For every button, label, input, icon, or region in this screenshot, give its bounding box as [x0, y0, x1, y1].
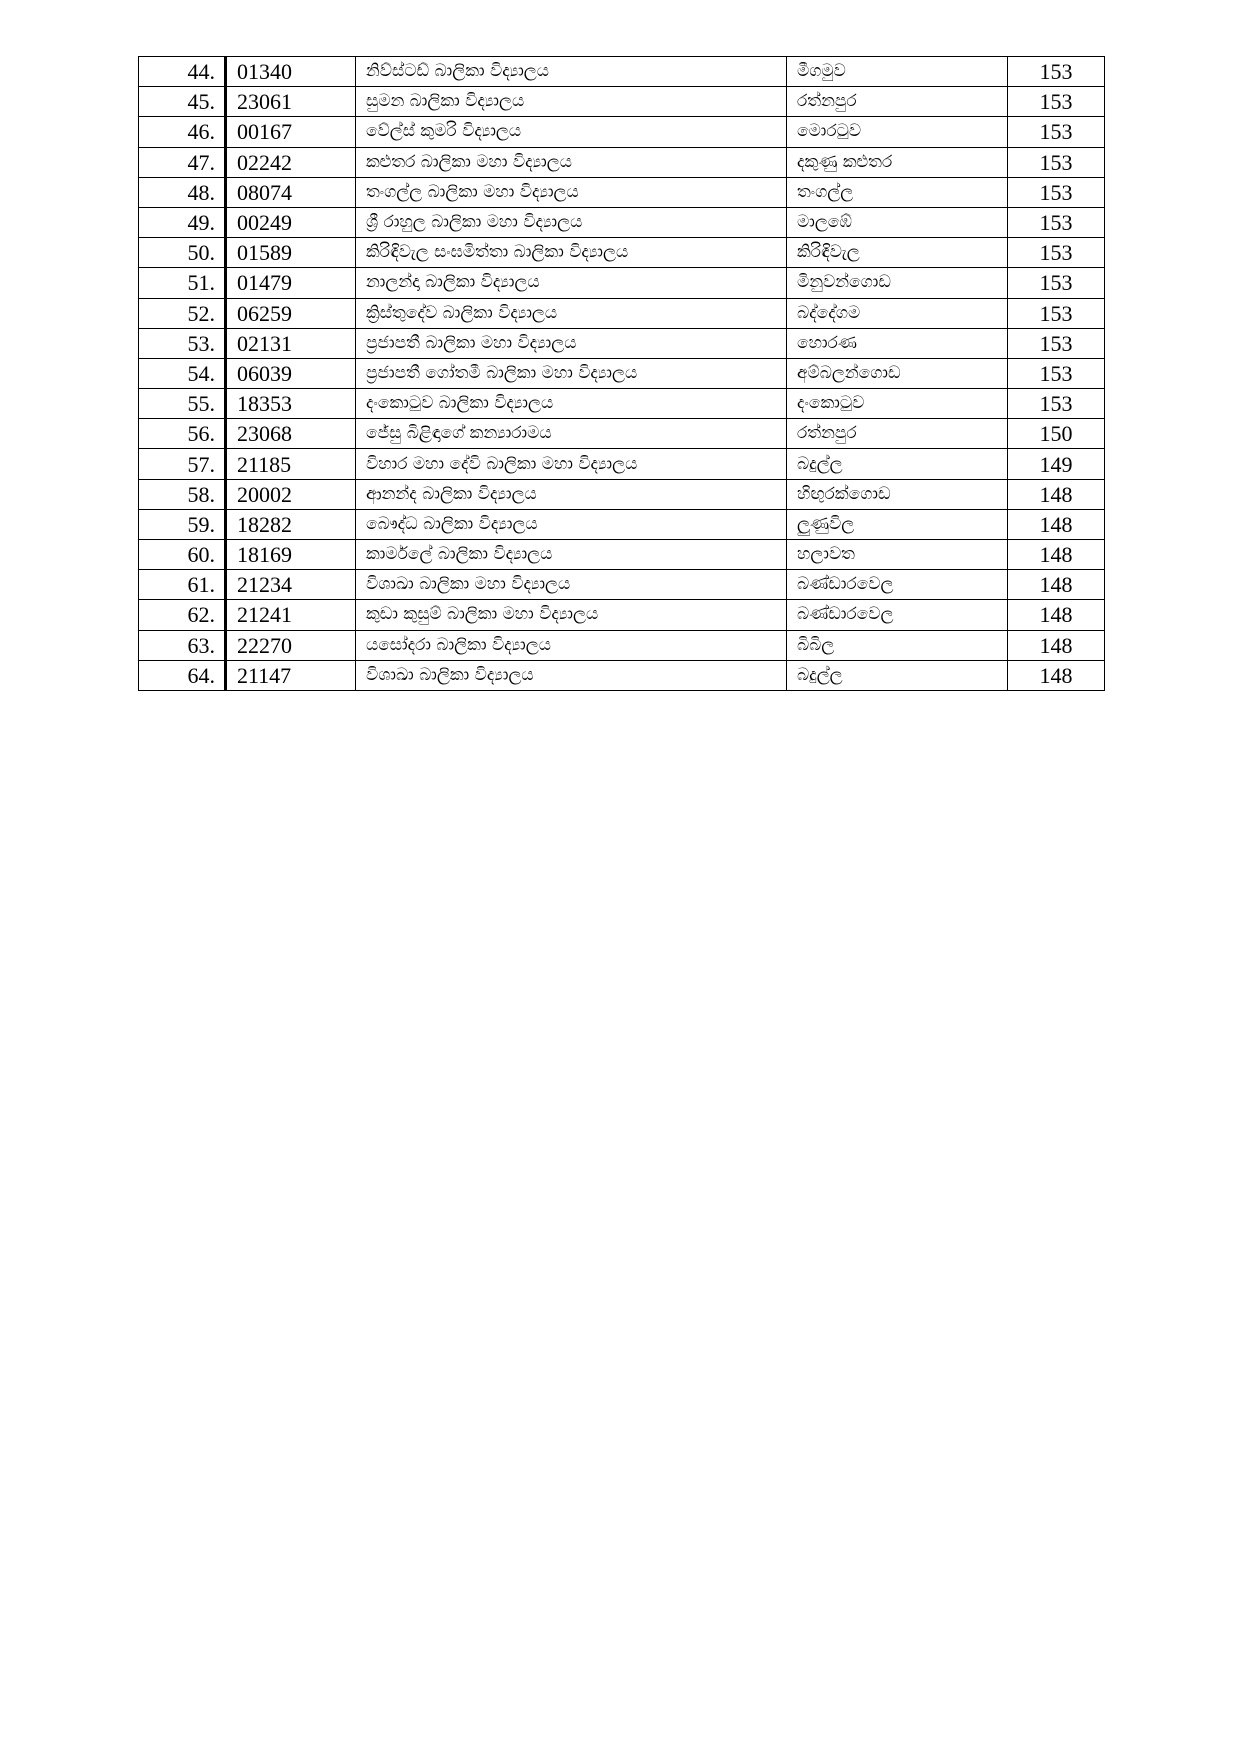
school-name: ප්‍රජාපතී ගෝතමී බාලිකා මහා විද්‍යාලය [356, 358, 787, 388]
table-row [139, 328, 1105, 358]
school-town: කිරිඳිවැල [787, 238, 1008, 268]
row-number: 49. [139, 207, 226, 237]
school-town: බදුල්ල [787, 449, 1008, 479]
row-number: 63. [139, 630, 226, 660]
table-row [139, 268, 1105, 298]
school-code: 21147 [226, 660, 356, 690]
row-number: 60. [139, 540, 226, 570]
row-number: 54. [139, 358, 226, 388]
school-name: ක්‍රිස්තුදේව බාලිකා විද්‍යාලය [356, 298, 787, 328]
school-code: 20002 [226, 479, 356, 509]
row-number: 52. [139, 298, 226, 328]
school-code: 00167 [226, 117, 356, 147]
cutoff-marks: 148 [1008, 660, 1105, 690]
table-row [139, 630, 1105, 660]
school-code: 23068 [226, 419, 356, 449]
school-town: හිඟුරක්ගොඩ [787, 479, 1008, 509]
row-number: 47. [139, 147, 226, 177]
table-row [139, 419, 1105, 449]
school-code: 02131 [226, 328, 356, 358]
table-row [139, 57, 1105, 87]
school-name: ආනන්ද බාලිකා විද්‍යාලය [356, 479, 787, 509]
school-code: 08074 [226, 177, 356, 207]
cutoff-marks: 153 [1008, 57, 1105, 87]
school-town: රත්නපුර [787, 419, 1008, 449]
school-town: බද්දේගම [787, 298, 1008, 328]
cutoff-marks: 153 [1008, 298, 1105, 328]
table-row [139, 389, 1105, 419]
school-code: 06039 [226, 358, 356, 388]
table-row [139, 479, 1105, 509]
school-town: මිනුවන්ගොඩ [787, 268, 1008, 298]
cutoff-marks: 153 [1008, 328, 1105, 358]
school-code: 06259 [226, 298, 356, 328]
school-code: 21185 [226, 449, 356, 479]
table-row [139, 540, 1105, 570]
table-row [139, 298, 1105, 328]
school-name: ජේසු බිළිඳාගේ කන්‍යාරාමය [356, 419, 787, 449]
row-number: 62. [139, 600, 226, 630]
school-name: දංකොටුව බාලිකා විද්‍යාලය [356, 389, 787, 419]
row-number: 59. [139, 509, 226, 539]
school-code: 00249 [226, 207, 356, 237]
cutoff-marks: 153 [1008, 147, 1105, 177]
cutoff-marks: 148 [1008, 630, 1105, 660]
school-town: හලාවත [787, 540, 1008, 570]
school-town: දකුණු කළුතර [787, 147, 1008, 177]
cutoff-marks: 153 [1008, 117, 1105, 147]
school-name: ප්‍රජාපතී බාලිකා මහා විද්‍යාලය [356, 328, 787, 358]
school-name: කාර්මලේ බාලිකා විද්‍යාලය [356, 540, 787, 570]
row-number: 55. [139, 389, 226, 419]
school-code: 21241 [226, 600, 356, 630]
row-number: 46. [139, 117, 226, 147]
row-number: 44. [139, 57, 226, 87]
school-name: කුඩා කුසුම් බාලිකා මහා විද්‍යාලය [356, 600, 787, 630]
cutoff-marks: 148 [1008, 479, 1105, 509]
cutoff-marks: 148 [1008, 600, 1105, 630]
school-code: 02242 [226, 147, 356, 177]
school-town: බදුල්ල [787, 660, 1008, 690]
school-name: විශාඛා බාලිකා විද්‍යාලය [356, 660, 787, 690]
school-name: නාලන්දා බාලිකා විද්‍යාලය [356, 268, 787, 298]
row-number: 51. [139, 268, 226, 298]
school-code: 18353 [226, 389, 356, 419]
school-name: යසෝදරා බාලිකා විද්‍යාලය [356, 630, 787, 660]
cutoff-marks: 153 [1008, 358, 1105, 388]
table-row [139, 600, 1105, 630]
school-code: 18282 [226, 509, 356, 539]
cutoff-marks: 153 [1008, 268, 1105, 298]
row-number: 56. [139, 419, 226, 449]
school-name: වේල්ස් කුමරි විද්‍යාලය [356, 117, 787, 147]
school-town: රත්නපුර [787, 87, 1008, 117]
school-name: විශාඛා බාලිකා මහා විද්‍යාලය [356, 570, 787, 600]
school-name: නිව්ස්ටඩ් බාලිකා විද්‍යාලය [356, 57, 787, 87]
school-code: 18169 [226, 540, 356, 570]
table-row [139, 87, 1105, 117]
school-town: මාලඹේ [787, 207, 1008, 237]
row-number: 50. [139, 238, 226, 268]
school-town: බිබිල [787, 630, 1008, 660]
school-town: අම්බලන්ගොඩ [787, 358, 1008, 388]
school-name: කිරිඳිවැල සංඝමිත්තා බාලිකා විද්‍යාලය [356, 238, 787, 268]
school-code: 22270 [226, 630, 356, 660]
cutoff-marks: 148 [1008, 570, 1105, 600]
table-row [139, 358, 1105, 388]
school-name: සුමන බාලිකා විද්‍යාලය [356, 87, 787, 117]
cutoff-marks: 148 [1008, 540, 1105, 570]
table-row [139, 147, 1105, 177]
table-row [139, 660, 1105, 690]
cutoff-marks: 153 [1008, 177, 1105, 207]
table-row [139, 177, 1105, 207]
table-body [139, 57, 1105, 691]
school-town: බණ්ඩාරවෙල [787, 570, 1008, 600]
cutoff-marks: 148 [1008, 509, 1105, 539]
school-table [138, 56, 1105, 691]
row-number: 48. [139, 177, 226, 207]
cutoff-marks: 149 [1008, 449, 1105, 479]
school-name: කළුතර බාලිකා මහා විද්‍යාලය [356, 147, 787, 177]
cutoff-marks: 153 [1008, 87, 1105, 117]
table-row [139, 238, 1105, 268]
table-row [139, 570, 1105, 600]
school-name: ශ්‍රී රාහුල බාලිකා මහා විද්‍යාලය [356, 207, 787, 237]
school-town: දංකොටුව [787, 389, 1008, 419]
school-code: 01479 [226, 268, 356, 298]
school-code: 21234 [226, 570, 356, 600]
school-town: බණ්ඩාරවෙල [787, 600, 1008, 630]
cutoff-marks: 150 [1008, 419, 1105, 449]
school-code: 23061 [226, 87, 356, 117]
row-number: 57. [139, 449, 226, 479]
school-name: තංගල්ල බාලිකා මහා විද්‍යාලය [356, 177, 787, 207]
school-code: 01589 [226, 238, 356, 268]
school-code: 01340 [226, 57, 356, 87]
row-number: 45. [139, 87, 226, 117]
school-name: විහාර මහා දේවි බාලිකා මහා විද්‍යාලය [356, 449, 787, 479]
school-town: මීගමුව [787, 57, 1008, 87]
row-number: 61. [139, 570, 226, 600]
table-row [139, 117, 1105, 147]
school-town: මොරටුව [787, 117, 1008, 147]
cutoff-marks: 153 [1008, 389, 1105, 419]
school-town: හොරණ [787, 328, 1008, 358]
cutoff-marks: 153 [1008, 238, 1105, 268]
table-row [139, 449, 1105, 479]
row-number: 53. [139, 328, 226, 358]
row-number: 64. [139, 660, 226, 690]
school-name: බෞද්ධ බාලිකා විද්‍යාලය [356, 509, 787, 539]
school-town: තංගල්ල [787, 177, 1008, 207]
cutoff-marks: 153 [1008, 207, 1105, 237]
row-number: 58. [139, 479, 226, 509]
table-row [139, 509, 1105, 539]
school-town: ලුණුවිල [787, 509, 1008, 539]
table-row [139, 207, 1105, 237]
